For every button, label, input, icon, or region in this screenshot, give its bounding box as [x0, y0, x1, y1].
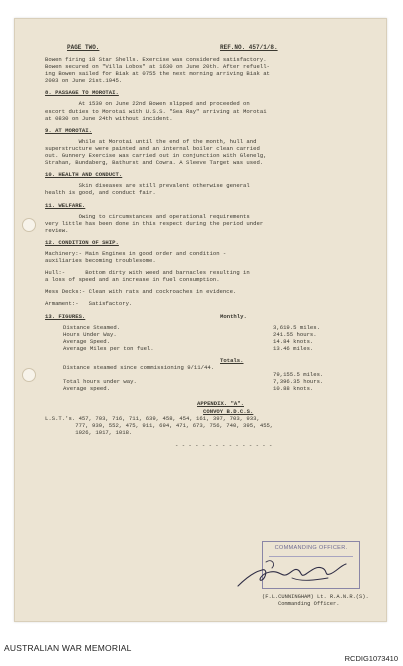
text-line: superstructure were painted and an internal boiler clean carried — [45, 144, 260, 152]
figure-row — [45, 371, 375, 378]
text-line: Bowen secured on "Villa Lobos" at 1630 on June 20th. After refuell- — [45, 63, 270, 71]
figure-row — [45, 345, 375, 352]
section-heading: 8. PASSAGE TO MOROTAI. — [45, 89, 119, 97]
handwritten-signature — [232, 548, 362, 592]
section-heading: 12. CONDITION OF SHIP. — [45, 238, 119, 246]
text-line: very little has been done in this respect during the period under — [45, 219, 264, 227]
appendix-title: APPENDIX. "A". — [197, 400, 244, 408]
section-heading: 10. HEALTH AND CONDUCT. — [45, 171, 123, 179]
figure-value: 10.88 knots. — [273, 385, 314, 393]
figure-label: Average speed. — [63, 385, 110, 393]
intro-paragraph — [45, 56, 375, 84]
page-number: PAGE TWO. — [67, 44, 100, 51]
appendix-subtitle: CONVOY B.D.C.S. — [203, 407, 254, 415]
section-heading: 13. FIGURES. — [45, 312, 86, 320]
text-line: Hull:- Bottom dirty with weed and barnacles resulting in — [45, 269, 250, 277]
figure-label: Average Miles per ton fuel. — [63, 344, 154, 352]
totals-subheading: Totals. — [220, 357, 244, 364]
figure-row — [45, 364, 375, 371]
text-line: 1026, 1017, 1018. — [45, 428, 133, 436]
figure-value: 79,155.5 miles. — [273, 371, 324, 379]
figure-value: 3,619.5 miles. — [273, 323, 320, 331]
text-line: Mess Decks:- Clean with rats and cockroaches in evidence. — [45, 288, 237, 296]
monthly-figures — [45, 324, 375, 352]
text-line: At 1530 on June 22nd Bowen slipped and proceeded on — [45, 100, 250, 108]
signatory-name: (F.L.CUNNINGHAM) Lt. R.A.N.R.(S). — [262, 594, 369, 600]
text-line: 2003 on June 21st.1945. — [45, 77, 123, 85]
text-line: review. — [45, 226, 69, 234]
reference-number: REF.NO. 457/1/8. — [220, 44, 278, 51]
page-header — [45, 44, 375, 56]
text-line: out. Gunnery Exercise was carried out in conjunction with Glenelg, — [45, 152, 267, 160]
text-line: 777, 939, 552, 475, 911, 694, 471, 673, 756, 740, 395, 455, — [45, 421, 274, 429]
figure-label: Hours Under Way. — [63, 330, 117, 338]
monthly-subheading: Monthly. — [220, 312, 247, 320]
text-line: at 0830 on June 24th without incident. — [45, 114, 173, 122]
figures-heading — [45, 313, 375, 320]
punch-hole-top — [22, 218, 36, 232]
figure-value: 241.55 hours. — [273, 330, 317, 338]
text-line: escort duties to Morotai with U.S.S. "Sea Ray" arriving at Morotai — [45, 107, 267, 115]
document-id: RCDIG1073410 — [344, 654, 398, 663]
figure-row — [45, 378, 375, 385]
figure-label: Average Speed. — [63, 337, 110, 345]
signatory-role: Commanding Officer. — [278, 601, 340, 607]
text-line: Machinery:- Main Engines in good order and condition - — [45, 249, 227, 257]
text-line: Bowen firing 18 Star Shells. Exercise was considered satisfactory. — [45, 56, 267, 63]
figure-value: 13.46 miles. — [273, 344, 314, 352]
archive-credit: AUSTRALIAN WAR MEMORIAL — [4, 643, 132, 653]
section-heading: 9. AT MOROTAI. — [45, 126, 92, 134]
figure-row — [45, 338, 375, 345]
appendix — [45, 400, 375, 449]
figure-row — [45, 331, 375, 338]
divider-dashes: - - - - - - - - - - - - - - - — [175, 441, 273, 449]
text-line: Skin diseases are still prevalent otherwise general — [45, 182, 250, 190]
figure-label: Distance Steamed. — [63, 323, 121, 331]
text-line: Owing to circumstances and operational requirements — [45, 212, 250, 220]
punch-hole-bottom — [22, 368, 36, 382]
section-heading: 11. WELFARE. — [45, 201, 86, 209]
figure-label: Distance steamed since commissioning 9/11/44. — [63, 364, 215, 372]
figure-row — [45, 324, 375, 331]
text-line: While at Morotai until the end of the month, hull and — [45, 137, 257, 145]
text-line: ing Bowen sailed for Biak at 0755 the next morning arriving Biak at — [45, 70, 270, 78]
figure-value: 7,396.35 hours. — [273, 378, 324, 386]
document-body — [45, 44, 375, 449]
text-line: Armament:- Satisfactory. — [45, 300, 133, 308]
text-line: auxiliaries becoming troublesome. — [45, 257, 156, 265]
figure-label: Total hours under way. — [63, 378, 137, 386]
text-line: a loss of speed and an increase in fuel consumption. — [45, 276, 220, 284]
figure-value: 14.84 knots. — [273, 337, 314, 345]
figure-row — [45, 385, 375, 392]
totals-figures — [45, 364, 375, 392]
text-line: L.S.T.'s. 457, 703, 716, 711, 639, 458, 454, 161, 397, 703, 933, — [45, 414, 260, 422]
text-line: Strahan, Bundaberg, Bathurst and Cowra. A Sleeve Target was used. — [45, 159, 264, 167]
stamp-text: COMMANDING OFFICER. — [274, 545, 348, 551]
text-line: health is good, and conduct fair. — [45, 189, 156, 197]
